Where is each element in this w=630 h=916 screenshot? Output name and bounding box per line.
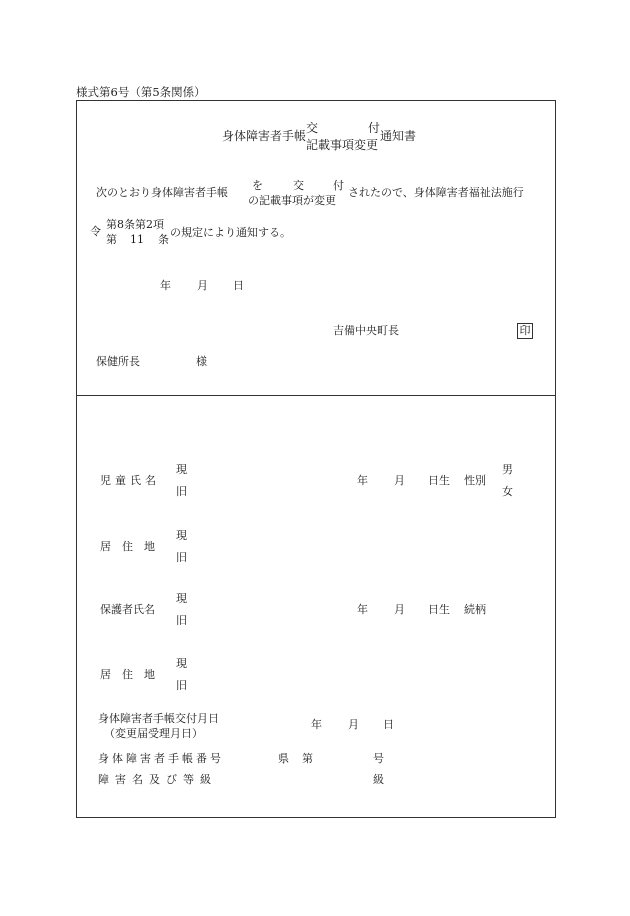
guardian-name-former: 旧 — [176, 614, 187, 627]
body-line2-end: の規定により通知する。 — [170, 226, 291, 239]
section-divider — [76, 395, 556, 396]
child-name-former: 旧 — [176, 485, 187, 498]
sex-male: 男 — [502, 463, 513, 476]
child-name-label: 児童氏名 — [100, 474, 160, 487]
guardian-address-current: 現 — [176, 657, 187, 670]
guardian-birth-year: 年 — [357, 603, 368, 616]
guardian-address-former: 旧 — [176, 679, 187, 692]
guardian-name-current: 現 — [176, 592, 187, 605]
seal-mark: 印 — [517, 323, 533, 339]
child-birth-year: 年 — [357, 474, 368, 487]
body-line2-rei: 令 — [90, 225, 101, 238]
issue-date-day: 日 — [383, 718, 394, 731]
recipient-label: 保健所長 — [96, 355, 140, 368]
sex-female: 女 — [502, 485, 513, 498]
handbook-number-dai: 第 — [302, 752, 313, 765]
disability-grade-kyuu: 級 — [373, 773, 384, 786]
body-line1-fu: 付 — [333, 179, 344, 192]
child-address-former: 旧 — [176, 551, 187, 564]
title-issue2: 付 — [368, 121, 381, 135]
handbook-number-gou: 号 — [373, 752, 384, 765]
recipient-honorific: 様 — [196, 355, 207, 368]
sex-label: 性別 — [464, 474, 486, 487]
issue-date-month: 月 — [348, 718, 359, 731]
change-date-label: （変更届受理月日） — [104, 727, 203, 740]
body-line2-opt2a: 第 — [106, 233, 117, 246]
handbook-number-prefecture: 県 — [278, 752, 289, 765]
issue-date-year: 年 — [311, 718, 322, 731]
body-line1-ko: 交 — [293, 179, 304, 192]
body-line1-wo: を — [252, 179, 263, 192]
form-number: 様式第6号（第5条関係） — [76, 85, 206, 99]
notice-date-year: 年 — [160, 279, 171, 292]
child-address-current: 現 — [176, 529, 187, 542]
form-frame — [76, 100, 556, 818]
guardian-address-label: 居住地 — [100, 668, 166, 681]
guardian-birth-month: 月 — [394, 603, 405, 616]
title-suffix: 通知書 — [380, 129, 417, 143]
body-line1-change: の記載事項が変更 — [248, 194, 336, 207]
title-main: 身体障害者手帳 — [222, 129, 307, 143]
relation-label: 続柄 — [464, 603, 486, 616]
guardian-name-label: 保護者氏名 — [100, 603, 155, 616]
handbook-number-label: 身体障害者手帳番号 — [98, 752, 224, 765]
child-name-current: 現 — [176, 463, 187, 476]
body-line1-start: 次のとおり身体障害者手帳 — [96, 186, 228, 199]
title-issue: 交 — [306, 121, 319, 135]
child-birth-day: 日生 — [428, 474, 450, 487]
body-line2-opt1: 第8条第2項 — [106, 218, 164, 231]
body-line2-opt2c: 条 — [158, 233, 169, 246]
notice-date-month: 月 — [197, 279, 208, 292]
disability-grade-label: 障害名及び等級 — [98, 773, 217, 786]
issuer-name: 吉備中央町長 — [333, 324, 399, 337]
child-birth-month: 月 — [394, 474, 405, 487]
child-address-label: 居住地 — [100, 540, 166, 553]
issue-date-label: 身体障害者手帳交付月日 — [98, 712, 219, 725]
body-line1-end: されたので、身体障害者福祉法施行 — [348, 186, 524, 199]
title-change: 記載事項変更 — [306, 138, 379, 152]
guardian-birth-day: 日生 — [428, 603, 450, 616]
notice-date-day: 日 — [233, 279, 244, 292]
body-line2-opt2b: 11 — [130, 233, 144, 246]
